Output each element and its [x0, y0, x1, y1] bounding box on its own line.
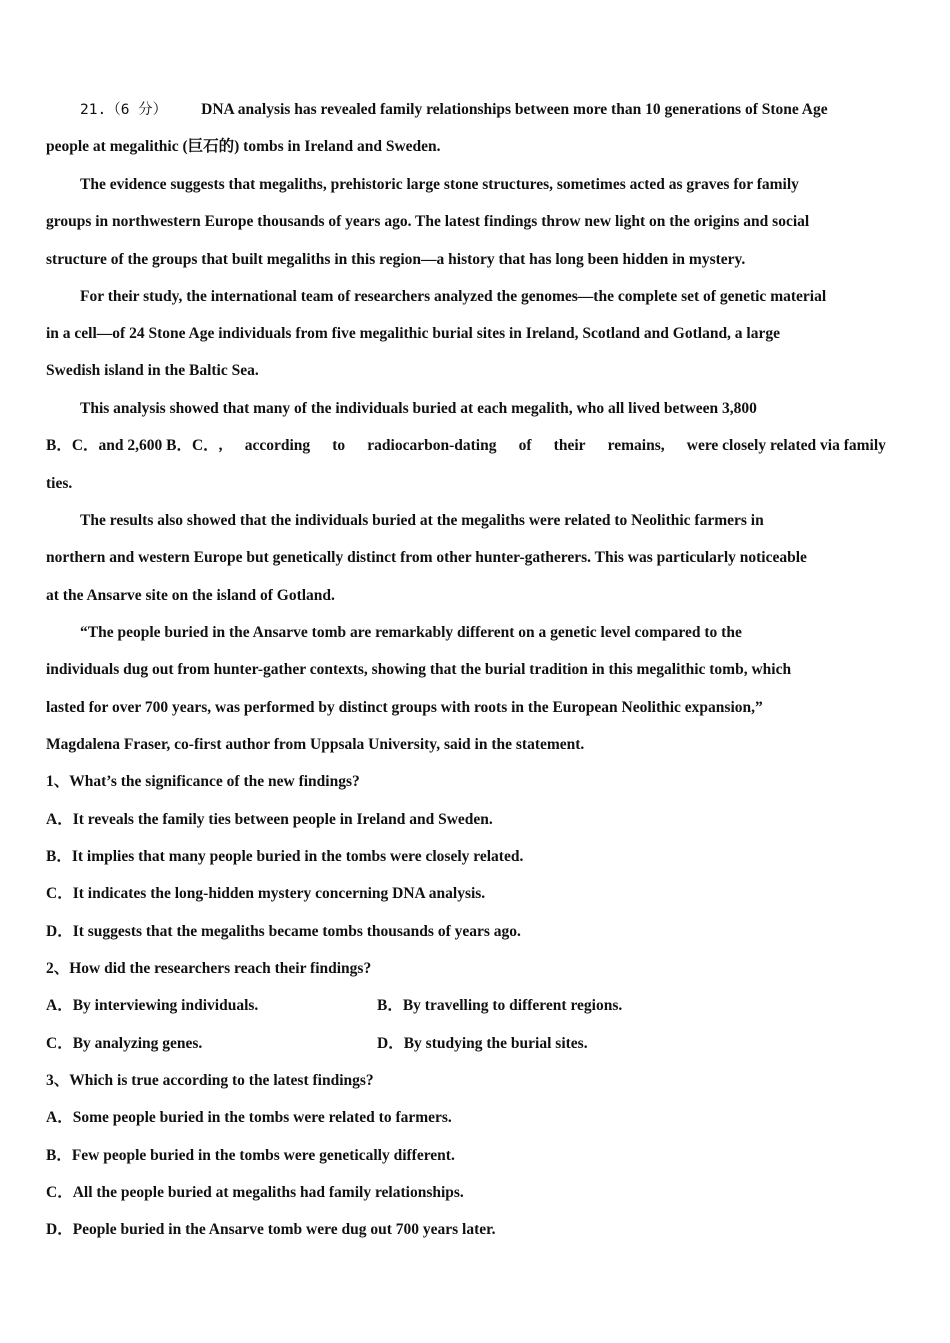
word: of: [518, 437, 532, 454]
passage-line-17: lasted for over 700 years, was performed by distinct groups with roots in the European Neolithic expansion,”: [46, 699, 763, 716]
passage-line-2: people at megalithic (巨石的) tombs in Ireland and Sweden.: [46, 138, 441, 155]
question-score: （6 分）: [106, 102, 168, 118]
question-number: 21.: [80, 102, 107, 118]
question-header: [80, 100, 828, 120]
passage-line-13: northern and western Europe but genetically distinct from other hunter-gatherers. This was particularly noticeable: [46, 549, 807, 566]
q1-option-b: B．It implies that many people buried in the tombs were closely related.: [46, 848, 524, 865]
passage-line-10: [46, 436, 886, 456]
q2-options-row-2: [46, 1034, 906, 1054]
passage-line-16: individuals dug out from hunter-gather contexts, showing that the burial tradition in this megalithic tomb, which: [46, 661, 792, 678]
word: remains,: [607, 437, 665, 454]
passage-line-8: Swedish island in the Baltic Sea.: [46, 362, 259, 379]
q2-options-row-1: [46, 996, 906, 1016]
q2-option-a: A．By interviewing individuals.: [46, 997, 259, 1014]
passage-line-4: groups in northwestern Europe thousands of years ago. The latest findings throw new light on the origins and social: [46, 213, 810, 230]
passage-line-18: Magdalena Fraser, co-first author from Uppsala University, said in the statement.: [46, 736, 585, 753]
passage-line-15: “The people buried in the Ansarve tomb are remarkably different on a genetic level compared to the: [80, 624, 742, 641]
q2-option-c: C．By analyzing genes.: [46, 1035, 203, 1052]
passage-line-6: For their study, the international team of researchers analyzed the genomes—the complete set of genetic material: [80, 288, 827, 305]
word: to: [332, 437, 346, 454]
passage-line-11: ties.: [46, 475, 73, 492]
word: B．C．and 2,600 B．C．,: [46, 437, 223, 454]
passage-line-5: structure of the groups that built megaliths in this region—a history that has long been hidden in mystery.: [46, 251, 746, 268]
word: were closely related via family: [686, 437, 886, 454]
q2-stem: 2、How did the researchers reach their findings?: [46, 960, 372, 977]
q1-option-a: A．It reveals the family ties between people in Ireland and Sweden.: [46, 811, 493, 828]
word: radiocarbon-dating: [367, 437, 497, 454]
q3-stem: 3、Which is true according to the latest findings?: [46, 1072, 374, 1089]
word: their: [553, 437, 586, 454]
passage-line-14: at the Ansarve site on the island of Gotland.: [46, 587, 335, 604]
q1-stem: 1、What’s the significance of the new findings?: [46, 773, 360, 790]
q3-option-d: D．People buried in the Ansarve tomb were dug out 700 years later.: [46, 1221, 496, 1238]
q2-option-b: B．By travelling to different regions.: [377, 997, 623, 1014]
q1-option-d: D．It suggests that the megaliths became tombs thousands of years ago.: [46, 923, 521, 940]
q2-option-d: D．By studying the burial sites.: [377, 1035, 588, 1052]
word: according: [244, 437, 311, 454]
q3-option-a: A．Some people buried in the tombs were related to farmers.: [46, 1109, 452, 1126]
passage-line-12: The results also showed that the individuals buried at the megaliths were related to Neolithic farmers in: [80, 512, 764, 529]
q1-option-c: C．It indicates the long-hidden mystery concerning DNA analysis.: [46, 885, 486, 902]
passage-line-9: This analysis showed that many of the individuals buried at each megalith, who all lived between 3,800: [80, 400, 757, 417]
passage-line-7: in a cell—of 24 Stone Age individuals from five megalithic burial sites in Ireland, Scotland and Gotland, a large: [46, 325, 781, 342]
passage-line-3: The evidence suggests that megaliths, prehistoric large stone structures, sometimes acted as graves for family: [80, 176, 799, 193]
passage-line-1: DNA analysis has revealed family relationships between more than 10 generations of Stone Age: [201, 101, 828, 118]
q3-option-c: C．All the people buried at megaliths had family relationships.: [46, 1184, 464, 1201]
q3-option-b: B．Few people buried in the tombs were genetically different.: [46, 1147, 455, 1164]
